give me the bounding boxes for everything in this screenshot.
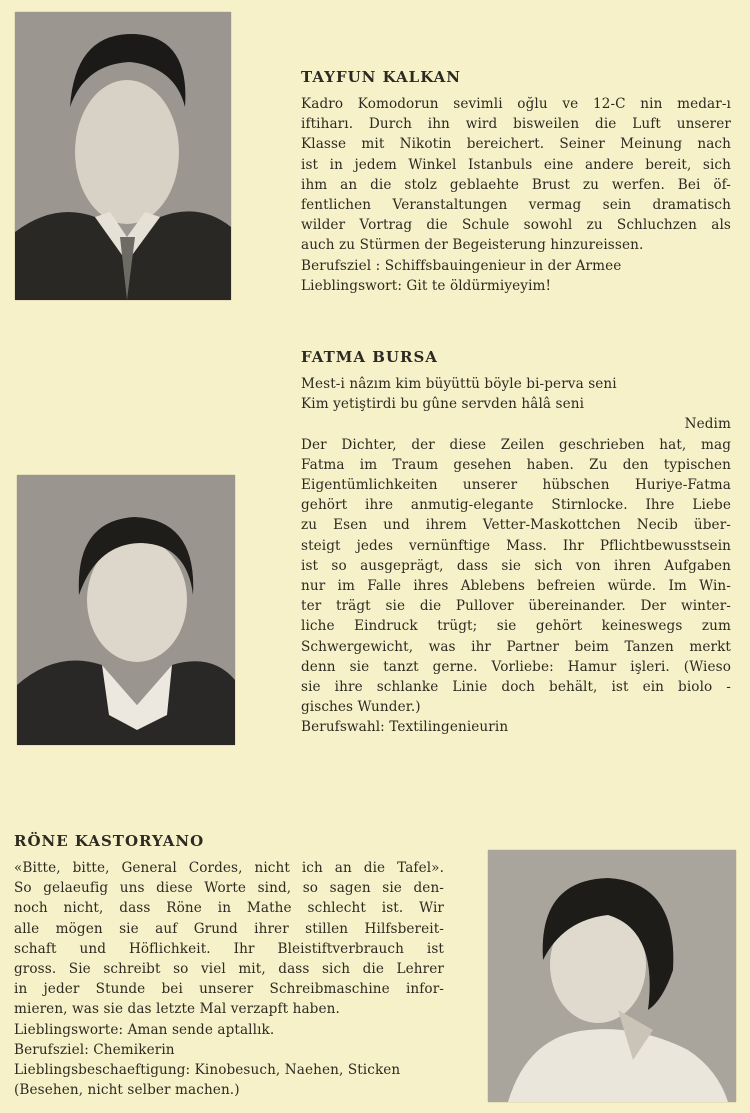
text-line: Berufswahl: Textilingenieurin [301,719,509,736]
text-line: Fatma im Traum gesehen haben. Zu den typischen [301,456,731,473]
text-line: wilder Vortrag die Schule sowohl zu Schluchzen als [301,217,731,234]
text-line: Berufsziel: Chemikerin [14,1041,175,1058]
text-line: iftiharı. Durch ihn wird bisweilen die Luft unserer [301,116,731,133]
portrait-photo-fatma-bursa [17,475,235,745]
text-line: steigt jedes vernünftige Mass. Ihr Pflichtbewusstsein [301,537,731,554]
text-line: Klasse mit Nikotin bereichert. Seiner Meinung nach [301,136,731,153]
text-line: sie ihre schlanke Linie doch behält, ist ein biolo - [301,679,731,696]
text-line: gross. Sie schreibt so viel mit, dass sich die Lehrer [14,961,444,978]
entry-fatma-bursa [301,348,731,738]
text-line: noch nicht, dass Röne in Mathe schlecht ist. Wir [14,900,444,917]
text-line: ihm an die stolz geblaehte Brust zu werfen. Bei öf- [301,176,731,193]
entry-tayfun-kalkan [301,68,731,296]
text-line: alle mögen sie auf Grund ihrer stillen Hilfsbereit- [14,920,444,937]
text-line: mieren, was sie das letzte Mal verzapft haben. [14,1001,340,1018]
text-line: schaft und Höflichkeit. Ihr Bleistiftverbrauch ist [14,940,444,957]
text-line: Berufsziel : Schiffsbauingenieur in der Armee [301,257,622,274]
text-line: Lieblingsbeschaeftigung: Kinobesuch, Naehen, Sticken [14,1062,401,1079]
entry-name: RÖNE KASTORYANO [14,832,205,850]
poem-author: Nedim [684,416,731,433]
text-line: nur im Falle ihres Ablebens befreien würde. Im Win- [301,578,731,595]
text-line: So gelaeufig uns diese Worte sind, so sagen sie den- [14,880,444,897]
text-line: liche Eindruck trügt; sie gehört keineswegs zum [301,618,731,635]
text-line: «Bitte, bitte, General Cordes, nicht ich an die Tafel». [14,860,444,876]
text-line: ist so ausgeprägt, dass sie sich von ihren Aufgaben [301,557,731,574]
text-line: Der Dichter, der diese Zeilen geschrieben hat, mag [301,436,731,453]
text-line: Kadro Komodorun sevimli oğlu ve 12-C nin medar-ı [301,96,731,112]
text-line: Eigentümlichkeiten unserer hübschen Huriye-Fatma [301,477,731,494]
text-line: ter trägt sie die Pullover übereinander. Der winter- [301,598,731,615]
text-line: Lieblingsworte: Aman sende aptallık. [14,1021,275,1038]
text-line: zu Esen und ihrem Vetter-Maskottchen Necib über- [301,517,731,534]
text-line: in jeder Stunde bei unserer Schreibmaschine infor- [14,981,444,998]
text-line: Schwergewicht, was ihr Partner beim Tanzen merkt [301,638,731,655]
portrait-photo-rone-kastoryano [488,850,736,1102]
poem-line: Mest-i nâzım kim büyüttü böyle bi-perva seni [301,376,617,392]
text-line: fentlichen Veranstaltungen vermag sein dramatisch [301,197,731,214]
portrait-photo-tayfun-kalkan [15,12,231,300]
poem-line: Kim yetiştirdi bu gûne servden hâlâ seni [301,396,585,413]
text-line: gisches Wunder.) [301,699,421,716]
text-line: gehört ihre anmutig-elegante Stirnlocke. Ihre Liebe [301,497,731,514]
text-line: auch zu Stürmen der Begeisterung hinzureissen. [301,237,644,254]
entry-name: FATMA BURSA [301,348,438,366]
text-line: Lieblingswort: Git te öldürmiyeyim! [301,277,552,294]
text-line: ist in jedem Winkel Istanbuls eine andere bereit, sich [301,156,731,173]
text-line: (Besehen, nicht selber machen.) [14,1082,240,1099]
entry-name: TAYFUN KALKAN [301,68,461,86]
text-line: denn sie tanzt gerne. Vorliebe: Hamur işleri. (Wieso [301,658,731,675]
entry-rone-kastoryano [14,832,444,1100]
